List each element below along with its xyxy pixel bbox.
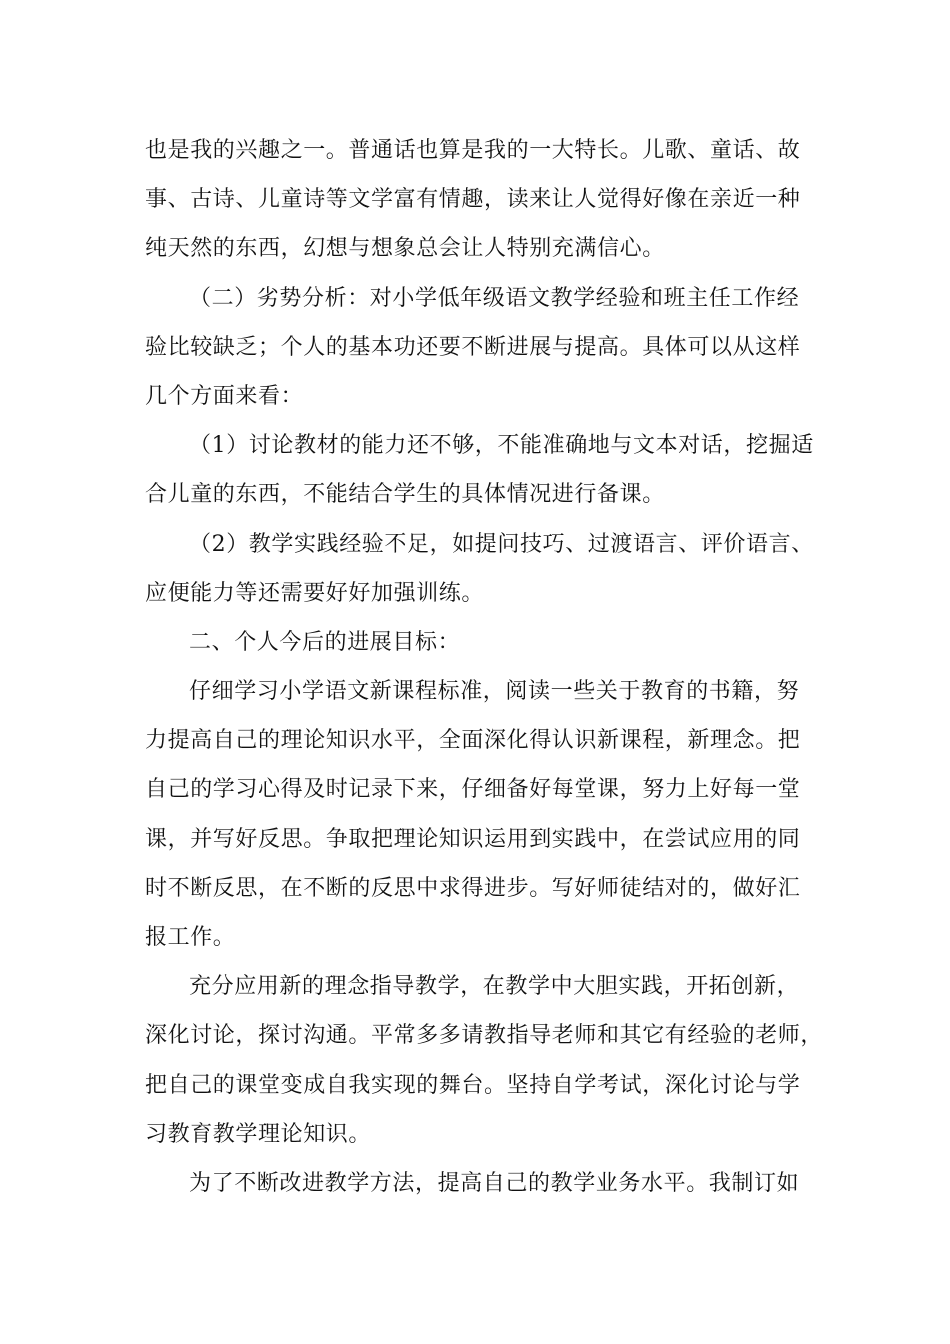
paragraph-start: 充分应用新的理念指导教学，在教学中大胆实践，开拓创新， (189, 974, 800, 1000)
text-line: 验比较缺乏；个人的基本功还要不断进展与提高。具体可以从这样 (145, 334, 801, 360)
text-line: 自己的学习心得及时记录下来，仔细备好每堂课，努力上好每一堂 (145, 777, 801, 803)
text-line: 纯天然的东西，幻想与想象总会让人特别充满信心。 (145, 236, 665, 262)
list-item-2: （2）教学实践经验不足，如提问技巧、过渡语言、评价语言、 (189, 531, 814, 557)
text-line: 几个方面来看： (145, 383, 304, 409)
text-line: 合儿童的东西，不能结合学生的具体情况进行备课。 (145, 482, 665, 508)
document-body (145, 126, 824, 1208)
list-item-1: （1）讨论教材的能力还不够，不能准确地与文本对话，挖掘适 (189, 433, 814, 459)
text-line: 报工作。 (145, 925, 236, 950)
text-line: 事、古诗、儿童诗等文学富有情趣，读来让人觉得好像在亲近一种 (145, 187, 801, 213)
paragraph-start: 仔细学习小学语文新课程标准，阅读一些关于教育的书籍，努 (189, 679, 800, 705)
text-line: 时不断反思，在不断的反思中求得进步。写好师徒结对的，做好汇 (145, 875, 801, 901)
text-line: 力提高自己的理论知识水平，全面深化得认识新课程，新理念。把 (145, 728, 801, 754)
text-line: 习教育教学理论知识。 (145, 1121, 372, 1147)
text-line: 课，并写好反思。争取把理论知识运用到实践中，在尝试应用的同 (145, 826, 801, 852)
text-line: 把自己的课堂变成自我实现的舞台。坚持自学考试，深化讨论与学 (145, 1072, 801, 1098)
text-line: 应便能力等还需要好好加强训练。 (145, 580, 485, 606)
section-heading-weakness: （二）劣势分析：对小学低年级语文教学经验和班主任工作经 (189, 285, 800, 311)
paragraph-start: 为了不断改进教学方法，提高自己的教学业务水平。我制订如 (189, 1170, 800, 1196)
section-heading-goals: 二、个人今后的进展目标： (189, 629, 461, 655)
text-line: 深化讨论，探讨沟通。平常多多请教指导老师和其它有经验的老师， (145, 1023, 824, 1049)
text-line: 也是我的兴趣之一。普通话也算是我的一大特长。儿歌、童话、故 (145, 138, 801, 163)
